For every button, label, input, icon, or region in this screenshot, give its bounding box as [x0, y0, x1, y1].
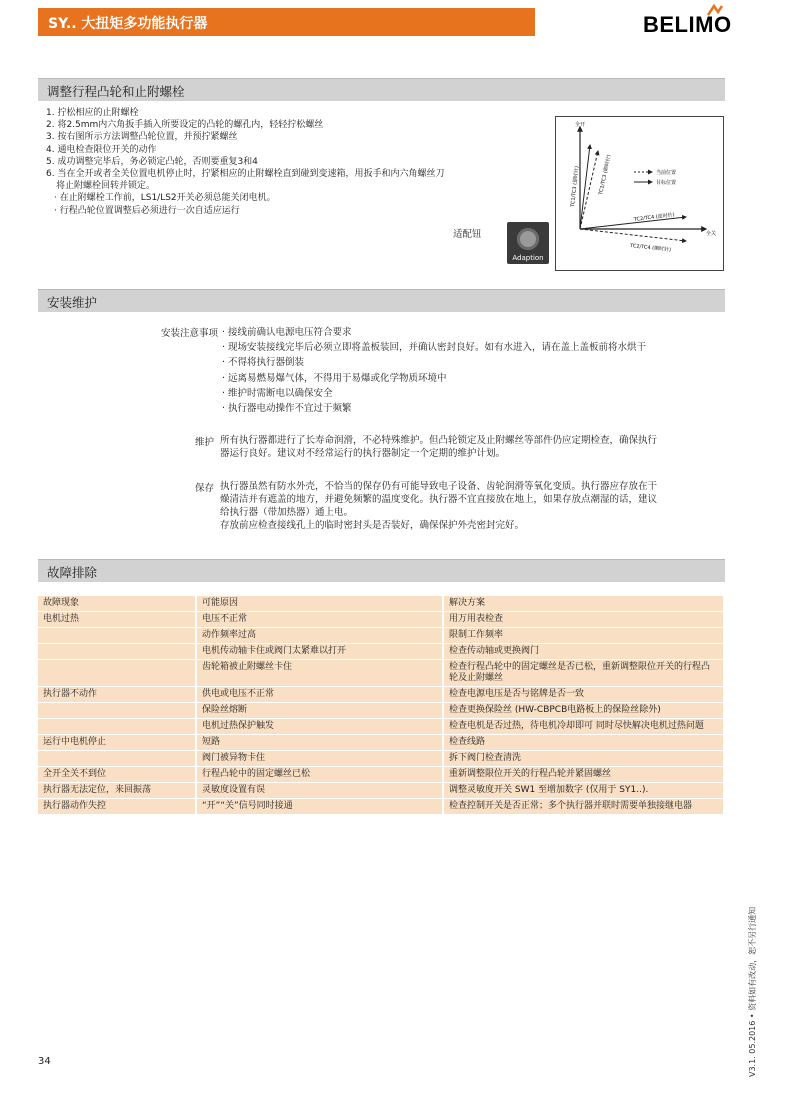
maint-label: 维护 [194, 437, 214, 448]
table-cell: 电机过热 [38, 612, 196, 628]
table-cell: 运行中电机停止 [38, 735, 196, 751]
step: 5. 成功调整完毕后，务必锁定凸轮，否则要重复3和4 [46, 156, 258, 167]
table-cell: 齿轮箱被止附螺丝卡住 [196, 660, 443, 687]
table-cell: 行程凸轮中的固定螺丝已松 [196, 767, 443, 783]
table-row [38, 767, 724, 783]
page-title: SY.. 大扭矩多功能执行器 [48, 16, 208, 32]
column-header: 故障现象 [38, 596, 196, 612]
step-note: · 行程凸轮位置调整后必须进行一次自适应运行 [54, 205, 240, 216]
list-item: · 接线前确认电源电压符合要求 [222, 327, 352, 338]
table-cell: 检查控制开关是否正常；多个执行器并联时需要单独接继电器 [443, 799, 724, 815]
table-cell: 执行器无法定位，来回振荡 [38, 783, 196, 799]
full-close-label: 全关 [706, 231, 717, 237]
section-title: 故障排除 [47, 565, 98, 580]
table-cell [38, 644, 196, 660]
table-cell: 全开全关不到位 [38, 767, 196, 783]
store-text [220, 480, 657, 532]
table-cell: 短路 [196, 735, 443, 751]
table-row [38, 628, 724, 644]
maint-line: 所有执行器都进行了长寿命润滑，不必特殊维护。但凸轮锁定及止附螺丝等部件仍应定期检查，确保执行 [220, 435, 658, 446]
install-items [222, 325, 646, 416]
table-row [38, 719, 724, 735]
table-row [38, 660, 724, 687]
table-cell: 执行器不动作 [38, 687, 196, 703]
page-number: 34 [38, 1056, 51, 1067]
table-cell: 电机传动轴卡住或阀门太紧难以打开 [196, 644, 443, 660]
tc2b-label: TC2/TC4 (顺时针) [629, 243, 672, 254]
list-item: · 远离易燃易爆气体，不得用于易爆或化学物质环境中 [222, 372, 447, 384]
store-line: 存放前应检查接线孔上的临时密封头是否装好，确保保护外壳密封完好。 [220, 520, 525, 531]
table-row [38, 783, 724, 799]
table-cell: 执行器动作失控 [38, 799, 196, 815]
column-header: 解决方案 [443, 596, 724, 612]
revision-note: V3.1. 05.2016 • 资料如有改动，恕不另行通知 [748, 906, 757, 1077]
table-cell: 检查线路 [443, 735, 724, 751]
table-row [38, 644, 724, 660]
list-item: · 不得将执行器倒装 [222, 357, 305, 369]
table-cell: 检查电机是否过热，待电机冷却即可 同时尽快解决电机过热问题 [443, 719, 724, 735]
store-line: 给执行器（带加热器）通上电。 [220, 507, 354, 518]
table-row [38, 703, 724, 719]
list-item: · 执行器电动操作不宜过于频繁 [222, 403, 352, 415]
step-note: · 在止附螺栓工作前，LS1/LS2开关必须总能关闭电机。 [54, 193, 276, 204]
table-cell [38, 660, 196, 687]
step: 6. 当在全开或者全关位置电机停止时，拧紧相应的止附螺栓直到碰到变速箱，用扳手和内六角螺丝刀 [46, 169, 445, 180]
table-cell: 动作频率过高 [196, 628, 443, 644]
fault-table [38, 596, 725, 815]
cam-diagram-svg [556, 117, 723, 270]
table-cell: 灵敏度设置有误 [196, 783, 443, 799]
adapt-label: 适配钮 [453, 229, 482, 240]
table-cell: 电机过热保护触发 [196, 719, 443, 735]
table-cell [38, 751, 196, 767]
table-row [38, 751, 724, 767]
list-item: · 现场安装接线完毕后必须立即将盖板装回，并确认密封良好。如有水进入，请在盖上盖板前将水烘干 [222, 342, 647, 354]
table-cell: “开”“关”信号同时接通 [196, 799, 443, 815]
table-cell: 用万用表检查 [443, 612, 724, 628]
table-row [38, 735, 724, 751]
step: 1. 拧松相应的止附螺栓 [46, 108, 139, 118]
store-label: 保存 [194, 483, 214, 494]
step: 2. 将2.5mm内六角扳手插入所要设定的凸轮的螺孔内，轻轻拧松螺丝 [46, 120, 324, 131]
table-cell: 拆下阀门检查清洗 [443, 751, 724, 767]
table-cell [38, 703, 196, 719]
target-pos-label: 目标位置 [656, 180, 677, 186]
table-cell: 调整灵敏度开关 SW1 至增加数字 (仅用于 SY1..). [443, 783, 724, 799]
header-bar [38, 8, 535, 36]
section-title: 安装维护 [47, 295, 98, 310]
list-item: · 维护时需断电以确保安全 [222, 387, 333, 399]
cam-diagram [555, 116, 724, 271]
section-header-troubleshoot [38, 559, 725, 582]
step: 将止附螺栓回转并锁定。 [56, 181, 156, 192]
column-header: 可能原因 [196, 596, 443, 612]
table-cell: 保险丝熔断 [196, 703, 443, 719]
table-cell: 阀门被异物卡住 [196, 751, 443, 767]
section-header-install [38, 289, 725, 312]
full-open-label: 全开 [574, 122, 586, 128]
table-cell: 重新调整限位开关的行程凸轮并紧固螺丝 [443, 767, 724, 783]
maint-line: 器运行良好。建议对不经常运行的执行器制定一个定期的维护计划。 [220, 448, 506, 459]
table-cell: 检查传动轴或更换阀门 [443, 644, 724, 660]
step: 4. 通电检查限位开关的动作 [46, 144, 157, 155]
table-cell: 检查行程凸轮中的固定螺丝是否已松，重新调整限位开关的行程凸轮及止附螺丝 [443, 660, 724, 687]
belimo-logo: BELIMO [643, 12, 732, 37]
table-row [38, 687, 724, 703]
tc2-label: TC2/TC4 (逆时针) [633, 212, 675, 223]
section-header-cam-adjust [38, 78, 725, 101]
logo-mark-icon [706, 4, 724, 16]
table-header-row [38, 596, 724, 612]
table-row [38, 799, 724, 815]
adjust-steps [46, 107, 444, 217]
adaption-button-image [507, 222, 549, 264]
tc1b-label: TC1/TC3 (顺时针) [598, 154, 613, 196]
table-cell: 检查电源电压是否与铭牌是否一致 [443, 687, 724, 703]
install-label: 安装注意事项 [160, 328, 218, 339]
table-cell [38, 719, 196, 735]
current-pos-label: 当前位置 [656, 170, 677, 176]
store-line: 执行器虽然有防水外壳，不恰当的保存仍有可能导致电子设备、齿轮润滑等氧化变质。执行器应存放在干 [220, 481, 658, 492]
store-line: 燥清洁并有遮盖的地方，并避免频繁的温度变化。执行器不宜直接放在地上，如果存放点潮湿的话，建议 [220, 494, 658, 505]
table-cell [38, 628, 196, 644]
adaption-knob-icon [517, 228, 539, 250]
step: 3. 按右图所示方法调整凸轮位置，并预拧紧螺丝 [46, 132, 238, 143]
section-title: 调整行程凸轮和止附螺栓 [47, 84, 185, 99]
table-cell: 供电或电压不正常 [196, 687, 443, 703]
table-cell: 电压不正常 [196, 612, 443, 628]
tc1-label: TC1/TC3 (逆时针) [570, 165, 581, 208]
adaption-button-text: Adaption [512, 254, 544, 262]
table-row [38, 612, 724, 628]
table-cell: 限制工作频率 [443, 628, 724, 644]
table-cell: 检查更换保险丝 (HW-CBPCB电路板上的保险丝除外) [443, 703, 724, 719]
maint-text [220, 434, 657, 460]
